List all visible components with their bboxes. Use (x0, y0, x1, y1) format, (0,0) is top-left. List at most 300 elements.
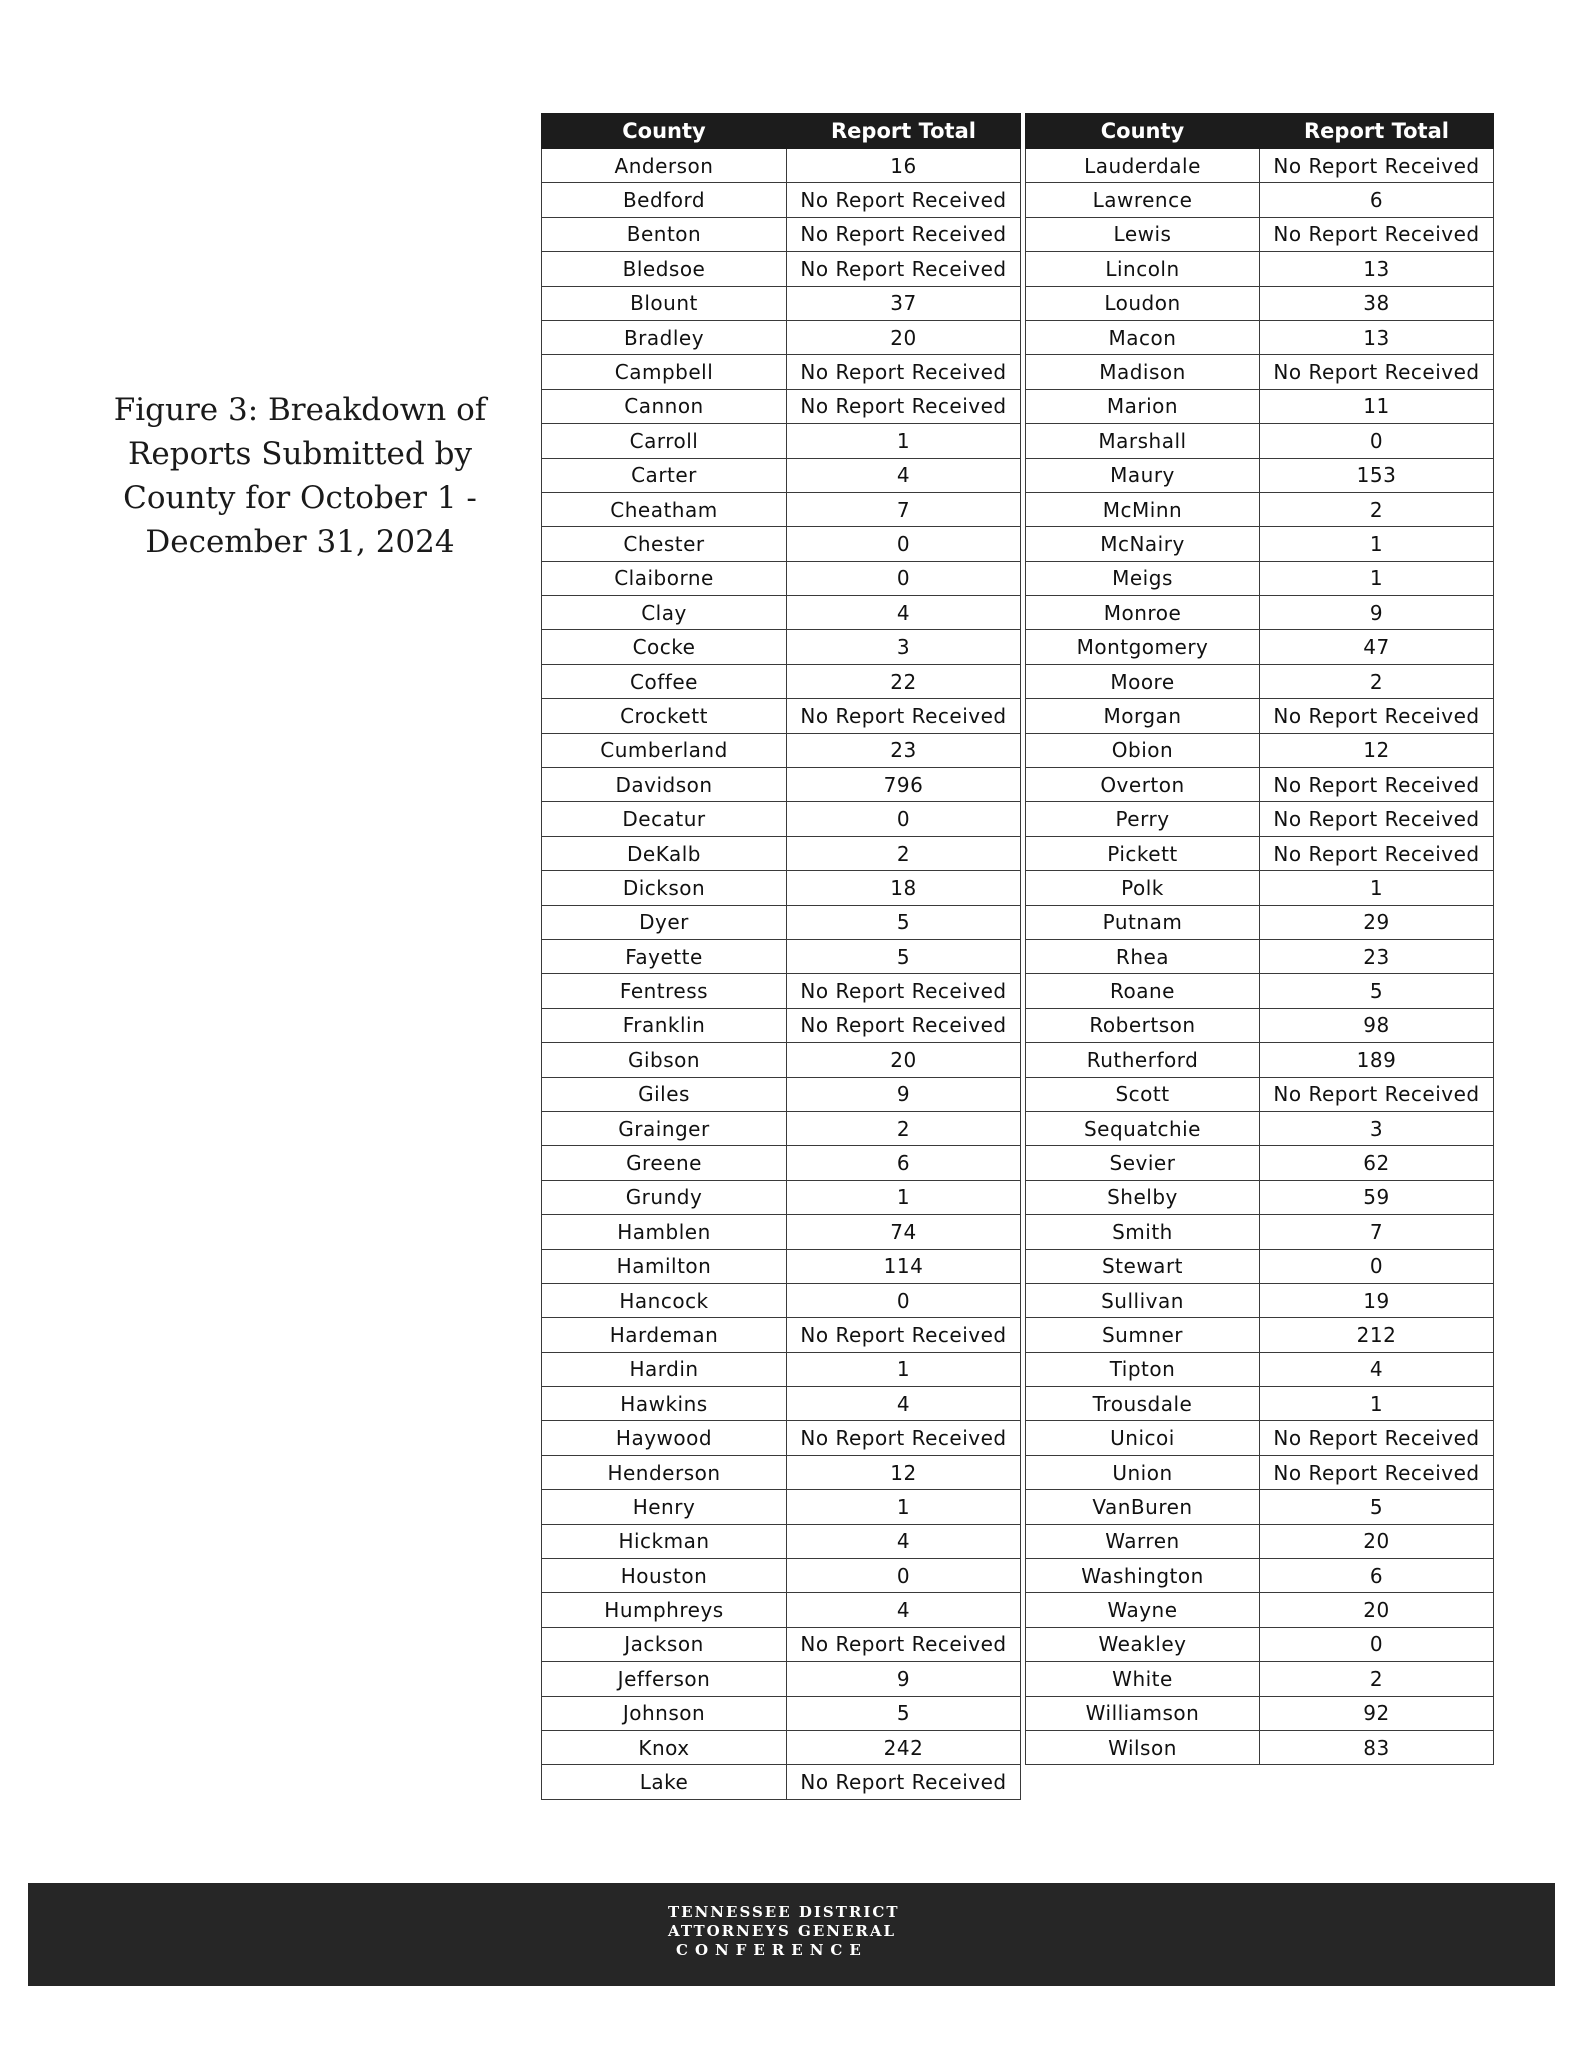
report-total-cell: 0 (1260, 424, 1494, 458)
county-cell: Coffee (542, 664, 787, 698)
report-total-cell: 19 (1260, 1283, 1494, 1317)
report-total-cell: 5 (1260, 974, 1494, 1008)
report-total-cell: 20 (1260, 1524, 1494, 1558)
county-cell: Moore (1026, 664, 1260, 698)
county-cell: Putnam (1026, 905, 1260, 939)
table-row (1026, 1283, 1494, 1317)
report-total-cell: 11 (1260, 389, 1494, 423)
caption-line: December 31, 2024 (145, 524, 455, 560)
report-total-cell: 114 (787, 1249, 1021, 1283)
county-cell: Johnson (542, 1696, 787, 1730)
county-cell: Cumberland (542, 733, 787, 767)
county-cell: Fentress (542, 974, 787, 1008)
report-total-cell: 22 (787, 664, 1021, 698)
table-row (1026, 286, 1494, 320)
county-cell: Fayette (542, 939, 787, 973)
county-cell: Greene (542, 1146, 787, 1180)
county-cell: Lauderdale (1026, 149, 1260, 183)
table-row (542, 1318, 1021, 1352)
report-total-cell: No Report Received (787, 355, 1021, 389)
report-total-cell: 9 (1260, 596, 1494, 630)
county-cell: Gibson (542, 1043, 787, 1077)
table-row (542, 183, 1021, 217)
report-total-cell: No Report Received (1260, 768, 1494, 802)
table-row (542, 1696, 1021, 1730)
report-total-cell: 98 (1260, 1008, 1494, 1042)
table-row (542, 1077, 1021, 1111)
county-cell: Monroe (1026, 596, 1260, 630)
county-cell: Union (1026, 1455, 1260, 1489)
report-total-cell: 5 (787, 905, 1021, 939)
table-row (542, 492, 1021, 526)
report-total-cell: No Report Received (787, 389, 1021, 423)
county-cell: Carter (542, 458, 787, 492)
table-row (1026, 527, 1494, 561)
report-total-cell: 13 (1260, 252, 1494, 286)
county-cell: Cheatham (542, 492, 787, 526)
county-cell: Overton (1026, 768, 1260, 802)
table-row (1026, 389, 1494, 423)
report-total-cell: 1 (1260, 527, 1494, 561)
county-cell: Campbell (542, 355, 787, 389)
header-report-total: Report Total (787, 114, 1021, 149)
table-row (1026, 733, 1494, 767)
table-row (542, 149, 1021, 183)
county-cell: Grundy (542, 1180, 787, 1214)
report-total-cell: No Report Received (1260, 836, 1494, 870)
table-row (1026, 252, 1494, 286)
table-row (1026, 424, 1494, 458)
county-cell: Jackson (542, 1627, 787, 1661)
table-row (542, 1111, 1021, 1145)
county-cell: Anderson (542, 149, 787, 183)
table-row (1026, 802, 1494, 836)
footer-banner (28, 1883, 1555, 1986)
table-row (542, 733, 1021, 767)
report-total-cell: No Report Received (787, 217, 1021, 251)
table-row (1026, 905, 1494, 939)
report-total-cell: No Report Received (1260, 1455, 1494, 1489)
table-row (1026, 1318, 1494, 1352)
county-cell: Robertson (1026, 1008, 1260, 1042)
county-cell: Morgan (1026, 699, 1260, 733)
county-cell: Loudon (1026, 286, 1260, 320)
table-row (1026, 1455, 1494, 1489)
table-row (542, 286, 1021, 320)
county-cell: Hardin (542, 1352, 787, 1386)
table-row (1026, 217, 1494, 251)
county-cell: Sequatchie (1026, 1111, 1260, 1145)
county-cell: Roane (1026, 974, 1260, 1008)
table-row (542, 871, 1021, 905)
table-row (542, 596, 1021, 630)
table-row (542, 1490, 1021, 1524)
table-row (1026, 1180, 1494, 1214)
table-row (1026, 630, 1494, 664)
table-row (542, 664, 1021, 698)
report-total-cell: No Report Received (787, 1627, 1021, 1661)
table-row (1026, 355, 1494, 389)
county-cell: Carroll (542, 424, 787, 458)
report-total-cell: 23 (787, 733, 1021, 767)
county-cell: Madison (1026, 355, 1260, 389)
county-cell: Trousdale (1026, 1387, 1260, 1421)
table-row (542, 1215, 1021, 1249)
county-cell: Crockett (542, 699, 787, 733)
report-total-cell: 12 (1260, 733, 1494, 767)
report-total-cell: 4 (787, 1593, 1021, 1627)
county-cell: Dickson (542, 871, 787, 905)
report-total-cell: 212 (1260, 1318, 1494, 1352)
report-total-cell: 1 (1260, 561, 1494, 595)
county-cell: Lincoln (1026, 252, 1260, 286)
county-cell: Dyer (542, 905, 787, 939)
county-cell: Franklin (542, 1008, 787, 1042)
county-cell: Scott (1026, 1077, 1260, 1111)
table-row (542, 1662, 1021, 1696)
report-total-cell: 1 (787, 424, 1021, 458)
table-row (1026, 1043, 1494, 1077)
county-cell: Shelby (1026, 1180, 1260, 1214)
caption-line: Reports Submitted by (128, 436, 472, 472)
report-total-cell: No Report Received (1260, 355, 1494, 389)
table-row (542, 1421, 1021, 1455)
report-total-cell: 796 (787, 768, 1021, 802)
report-total-cell: 47 (1260, 630, 1494, 664)
report-total-cell: 3 (1260, 1111, 1494, 1145)
report-total-cell: 9 (787, 1077, 1021, 1111)
table-row (542, 768, 1021, 802)
report-total-cell: 16 (787, 149, 1021, 183)
report-total-cell: 7 (1260, 1215, 1494, 1249)
county-cell: McNairy (1026, 527, 1260, 561)
report-total-cell: 92 (1260, 1696, 1494, 1730)
report-total-cell: 2 (787, 836, 1021, 870)
report-total-cell: 4 (787, 596, 1021, 630)
report-total-cell: 0 (1260, 1249, 1494, 1283)
table-row (542, 1730, 1021, 1764)
county-cell: Wilson (1026, 1730, 1260, 1764)
table-row (1026, 1008, 1494, 1042)
table-row (542, 1387, 1021, 1421)
county-cell: Chester (542, 527, 787, 561)
table-row (542, 527, 1021, 561)
county-cell: Sevier (1026, 1146, 1260, 1180)
county-cell: Hancock (542, 1283, 787, 1317)
county-cell: White (1026, 1662, 1260, 1696)
report-total-cell: 23 (1260, 939, 1494, 973)
report-total-cell: 0 (787, 802, 1021, 836)
table-row (542, 1352, 1021, 1386)
county-cell: Tipton (1026, 1352, 1260, 1386)
report-total-cell: 20 (787, 1043, 1021, 1077)
report-total-cell: 13 (1260, 320, 1494, 354)
report-total-cell: No Report Received (1260, 1077, 1494, 1111)
county-cell: Blount (542, 286, 787, 320)
header-county: County (542, 114, 787, 149)
table-row (1026, 939, 1494, 973)
county-cell: Wayne (1026, 1593, 1260, 1627)
table-row (1026, 871, 1494, 905)
table-row (542, 1146, 1021, 1180)
county-cell: Hawkins (542, 1387, 787, 1421)
county-cell: Sullivan (1026, 1283, 1260, 1317)
county-cell: Lawrence (1026, 183, 1260, 217)
county-cell: Clay (542, 596, 787, 630)
county-cell: VanBuren (1026, 1490, 1260, 1524)
report-total-cell: 7 (787, 492, 1021, 526)
table-row (542, 802, 1021, 836)
county-cell: Montgomery (1026, 630, 1260, 664)
county-cell: Marion (1026, 389, 1260, 423)
report-total-cell: 4 (787, 1524, 1021, 1558)
county-cell: Knox (542, 1730, 787, 1764)
table-row (542, 630, 1021, 664)
report-total-cell: No Report Received (787, 699, 1021, 733)
report-total-cell: 0 (1260, 1627, 1494, 1661)
county-cell: Williamson (1026, 1696, 1260, 1730)
report-total-cell: 1 (1260, 1387, 1494, 1421)
footer-logo-text (668, 1903, 899, 1960)
table-row (1026, 183, 1494, 217)
table-row (1026, 1421, 1494, 1455)
report-total-cell: 4 (787, 458, 1021, 492)
county-cell: McMinn (1026, 492, 1260, 526)
report-total-cell: 4 (787, 1387, 1021, 1421)
report-total-cell: 6 (1260, 1559, 1494, 1593)
table-row (542, 1559, 1021, 1593)
county-cell: Benton (542, 217, 787, 251)
table-row (1026, 1696, 1494, 1730)
report-total-cell: No Report Received (787, 1318, 1021, 1352)
table-row (542, 1249, 1021, 1283)
county-cell: Rhea (1026, 939, 1260, 973)
report-total-cell: 0 (787, 1559, 1021, 1593)
table-row (542, 389, 1021, 423)
table-row (1026, 1249, 1494, 1283)
table-row (1026, 1111, 1494, 1145)
table-row (1026, 974, 1494, 1008)
table-row (542, 974, 1021, 1008)
table-row (1026, 1627, 1494, 1661)
county-cell: Lake (542, 1765, 787, 1799)
report-total-cell: 0 (787, 561, 1021, 595)
report-total-cell: 5 (787, 1696, 1021, 1730)
county-cell: Jefferson (542, 1662, 787, 1696)
county-cell: Humphreys (542, 1593, 787, 1627)
table-row (1026, 458, 1494, 492)
table-row (542, 1008, 1021, 1042)
county-cell: Giles (542, 1077, 787, 1111)
report-total-cell: No Report Received (787, 1421, 1021, 1455)
table-row (1026, 1662, 1494, 1696)
county-cell: Pickett (1026, 836, 1260, 870)
county-cell: Washington (1026, 1559, 1260, 1593)
footer-line: TENNESSEE DISTRICT (668, 1903, 900, 1921)
county-cell: Hamblen (542, 1215, 787, 1249)
county-cell: Davidson (542, 768, 787, 802)
report-total-cell: 83 (1260, 1730, 1494, 1764)
county-cell: Cocke (542, 630, 787, 664)
county-cell: Claiborne (542, 561, 787, 595)
report-total-cell: 189 (1260, 1043, 1494, 1077)
table-row (542, 1627, 1021, 1661)
table-row (542, 905, 1021, 939)
report-total-cell: 18 (787, 871, 1021, 905)
county-cell: Warren (1026, 1524, 1260, 1558)
county-table-right (1025, 113, 1494, 1765)
report-total-cell: 5 (1260, 1490, 1494, 1524)
table-row (542, 1524, 1021, 1558)
county-cell: Weakley (1026, 1627, 1260, 1661)
county-cell: Hamilton (542, 1249, 787, 1283)
header-report-total: Report Total (1260, 114, 1494, 149)
county-cell: Hickman (542, 1524, 787, 1558)
table-row (1026, 320, 1494, 354)
header-county: County (1026, 114, 1260, 149)
table-row (542, 1180, 1021, 1214)
table-row (1026, 1559, 1494, 1593)
county-cell: DeKalb (542, 836, 787, 870)
county-cell: Macon (1026, 320, 1260, 354)
county-cell: Sumner (1026, 1318, 1260, 1352)
table-row (1026, 492, 1494, 526)
report-total-cell: 9 (787, 1662, 1021, 1696)
county-cell: Meigs (1026, 561, 1260, 595)
table-row (542, 1765, 1021, 1799)
report-total-cell: No Report Received (787, 974, 1021, 1008)
report-total-cell: No Report Received (787, 1765, 1021, 1799)
table-row (542, 458, 1021, 492)
caption-line: Figure 3: Breakdown of (113, 392, 487, 428)
table-row (1026, 1387, 1494, 1421)
table-row (1026, 1352, 1494, 1386)
table-row (1026, 596, 1494, 630)
report-total-cell: 2 (1260, 492, 1494, 526)
report-total-cell: 74 (787, 1215, 1021, 1249)
table-row (1026, 561, 1494, 595)
table-row (542, 561, 1021, 595)
report-total-cell: 0 (787, 527, 1021, 561)
county-cell: Henry (542, 1490, 787, 1524)
report-total-cell: No Report Received (1260, 699, 1494, 733)
report-total-cell: No Report Received (787, 183, 1021, 217)
report-total-cell: 38 (1260, 286, 1494, 320)
report-total-cell: 12 (787, 1455, 1021, 1489)
report-total-cell: 153 (1260, 458, 1494, 492)
county-cell: Bledsoe (542, 252, 787, 286)
figure-caption (100, 388, 500, 564)
report-total-cell: No Report Received (1260, 802, 1494, 836)
county-cell: Polk (1026, 871, 1260, 905)
table-row (542, 217, 1021, 251)
county-cell: Decatur (542, 802, 787, 836)
table-row (1026, 664, 1494, 698)
county-cell: Maury (1026, 458, 1260, 492)
report-total-cell: 20 (1260, 1593, 1494, 1627)
report-total-cell: No Report Received (1260, 149, 1494, 183)
table-row (542, 699, 1021, 733)
county-cell: Perry (1026, 802, 1260, 836)
county-cell: Haywood (542, 1421, 787, 1455)
report-total-cell: 6 (1260, 183, 1494, 217)
report-total-cell: No Report Received (1260, 217, 1494, 251)
report-total-cell: 59 (1260, 1180, 1494, 1214)
county-cell: Bradley (542, 320, 787, 354)
report-total-cell: 1 (787, 1180, 1021, 1214)
report-total-cell: 5 (787, 939, 1021, 973)
report-total-cell: No Report Received (1260, 1421, 1494, 1455)
county-cell: Cannon (542, 389, 787, 423)
table-row (1026, 1593, 1494, 1627)
county-cell: Henderson (542, 1455, 787, 1489)
report-total-cell: 3 (787, 630, 1021, 664)
county-cell: Marshall (1026, 424, 1260, 458)
table-row (542, 424, 1021, 458)
table-row (1026, 836, 1494, 870)
caption-line: County for October 1 - (123, 480, 477, 516)
county-cell: Smith (1026, 1215, 1260, 1249)
county-table-left (541, 113, 1021, 1800)
table-row (542, 1455, 1021, 1489)
table-row (542, 836, 1021, 870)
table-row (1026, 149, 1494, 183)
report-total-cell: 4 (1260, 1352, 1494, 1386)
table-row (1026, 1490, 1494, 1524)
table-row (1026, 1146, 1494, 1180)
table-row (1026, 1077, 1494, 1111)
report-total-cell: 1 (787, 1490, 1021, 1524)
report-total-cell: 62 (1260, 1146, 1494, 1180)
county-cell: Stewart (1026, 1249, 1260, 1283)
report-total-cell: No Report Received (787, 252, 1021, 286)
report-total-cell: No Report Received (787, 1008, 1021, 1042)
report-total-cell: 0 (787, 1283, 1021, 1317)
report-total-cell: 37 (787, 286, 1021, 320)
county-cell: Unicoi (1026, 1421, 1260, 1455)
report-total-cell: 6 (787, 1146, 1021, 1180)
county-cell: Houston (542, 1559, 787, 1593)
table-row (1026, 1215, 1494, 1249)
footer-line: ATTORNEYS GENERAL (668, 1922, 897, 1940)
report-total-cell: 2 (787, 1111, 1021, 1145)
table-row (542, 1043, 1021, 1077)
county-cell: Hardeman (542, 1318, 787, 1352)
footer-line: CONFERENCE (676, 1941, 868, 1959)
county-cell: Rutherford (1026, 1043, 1260, 1077)
county-cell: Obion (1026, 733, 1260, 767)
table-row (1026, 768, 1494, 802)
report-total-cell: 2 (1260, 664, 1494, 698)
table-row (1026, 699, 1494, 733)
table-row (542, 939, 1021, 973)
table-row (1026, 1524, 1494, 1558)
table-row (542, 1593, 1021, 1627)
report-total-cell: 1 (1260, 871, 1494, 905)
report-total-cell: 1 (787, 1352, 1021, 1386)
report-total-cell: 242 (787, 1730, 1021, 1764)
county-cell: Lewis (1026, 217, 1260, 251)
table-row (542, 320, 1021, 354)
county-cell: Grainger (542, 1111, 787, 1145)
report-total-cell: 2 (1260, 1662, 1494, 1696)
table-row (542, 252, 1021, 286)
report-total-cell: 20 (787, 320, 1021, 354)
county-cell: Bedford (542, 183, 787, 217)
table-row (542, 1283, 1021, 1317)
report-total-cell: 29 (1260, 905, 1494, 939)
table-row (1026, 1730, 1494, 1764)
